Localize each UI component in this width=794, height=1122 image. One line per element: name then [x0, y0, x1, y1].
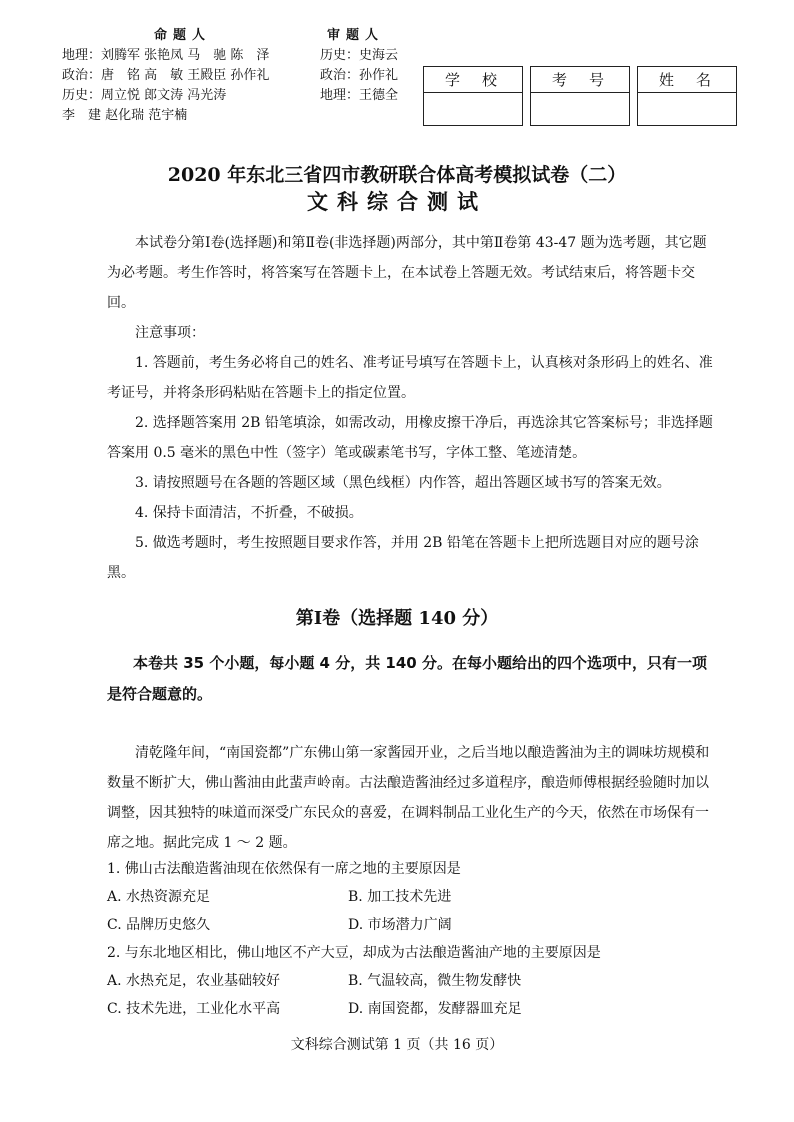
question-stem: 2. 与东北地区相比，佛山地区不产大豆，却成为古法酿造酱油产地的主要原因是 [107, 945, 601, 961]
note-item: 3. 请按照题号在各题的答题区域（黑色线框）内作答，超出答题区域书写的答案无效。 [135, 475, 671, 491]
section-instruction: 本卷共 35 个小题，每小题 4 分，共 140 分。在每小题给出的四个选项中，只有一项是符合题意的。 [107, 654, 707, 703]
school-label: 学校 [424, 67, 522, 93]
note-item: 1. 答题前，考生务必将自己的姓名、准考证号填写在答题卡上，认真核对条形码上的姓名、准考证号，并将条形码粘贴在答题卡上的指定位置。 [107, 355, 713, 401]
credit-row-left: 政治：唐 铭 高 敏 王殿臣 孙作礼 [62, 68, 270, 83]
note-item: 2. 选择题答案用 2B 铅笔填涂，如需改动，用橡皮擦干净后，再选涂其它答案标号；非选择题答案用 0.5 毫米的黑色中性（签字）笔或碳素笔书写，字体工整、笔迹清楚。 [107, 415, 713, 461]
option-a: A. 水热资源充足 [107, 889, 211, 905]
credit-row-left: 历史：周立悦 郎文涛 冯光涛 [62, 88, 227, 103]
reading-passage: 清乾隆年间，“南国瓷都”广东佛山第一家酱园开业，之后当地以酿造酱油为主的调味坊规模和数量不断扩大，佛山酱油由此蜚声岭南。古法酿造酱油经过多道程序，酿造师傅根据经验随时加以调整，因其独特的味道而深受广东民众的喜爱，在调料制品工业化生产的今天，依然在市场保有一席之地。据此完成 1 ～ 2 题。 [107, 745, 710, 851]
name-box[interactable] [637, 66, 737, 126]
school-box[interactable] [423, 66, 523, 126]
credit-row-right: 历史：史海云 [320, 48, 399, 63]
note-item: 4. 保持卡面清洁，不折叠，不破损。 [135, 505, 363, 521]
author-header: 命题人 [154, 28, 212, 43]
option-d: D. 南国瓷都，发酵器皿充足 [348, 1001, 522, 1017]
credit-row-right: 政治：孙作礼 [320, 68, 399, 83]
section-title: 第Ⅰ卷（选择题 140 分） [295, 608, 499, 629]
notes-title: 注意事项： [135, 325, 205, 341]
question-stem: 1. 佛山古法酿造酱油现在依然保有一席之地的主要原因是 [107, 861, 461, 877]
exam-title: 2020 年东北三省四市教研联合体高考模拟试卷（二） [167, 164, 627, 186]
page-footer: 文科综合测试第 1 页（共 16 页） [290, 1037, 504, 1053]
credit-row-right: 地理：王德全 [320, 88, 399, 103]
name-label: 姓名 [638, 67, 736, 93]
credit-row-left: 地理：刘腾军 张艳凤 马 驰 陈 泽 [62, 48, 270, 63]
option-d: D. 市场潜力广阔 [348, 917, 452, 933]
student-info-boxes [423, 66, 737, 126]
reviewer-header: 审题人 [327, 28, 385, 43]
note-item: 5. 做选考题时，考生按照题目要求作答，并用 2B 铅笔在答题卡上把所选题目对应的题号涂黑。 [107, 535, 699, 581]
credit-row-left: 李 建 赵化瑞 范宇楠 [62, 108, 188, 123]
option-c: C. 品牌历史悠久 [107, 917, 211, 933]
exam-subtitle: 文科综合测试 [307, 189, 487, 214]
exam-number-label: 考号 [531, 67, 629, 93]
option-b: B. 气温较高，微生物发酵快 [348, 973, 522, 989]
exam-number-box[interactable] [530, 66, 630, 126]
option-a: A. 水热充足，农业基础较好 [107, 973, 281, 989]
intro-paragraph: 本试卷分第Ⅰ卷(选择题)和第Ⅱ卷(非选择题)两部分，其中第Ⅱ卷第 43-47 题为选考题，其它题为必考题。考生作答时，将答案写在答题卡上，在本试卷上答题无效。考试结束后，将答题卡交回。 [107, 235, 707, 311]
option-c: C. 技术先进，工业化水平高 [107, 1001, 281, 1017]
option-b: B. 加工技术先进 [348, 889, 452, 905]
